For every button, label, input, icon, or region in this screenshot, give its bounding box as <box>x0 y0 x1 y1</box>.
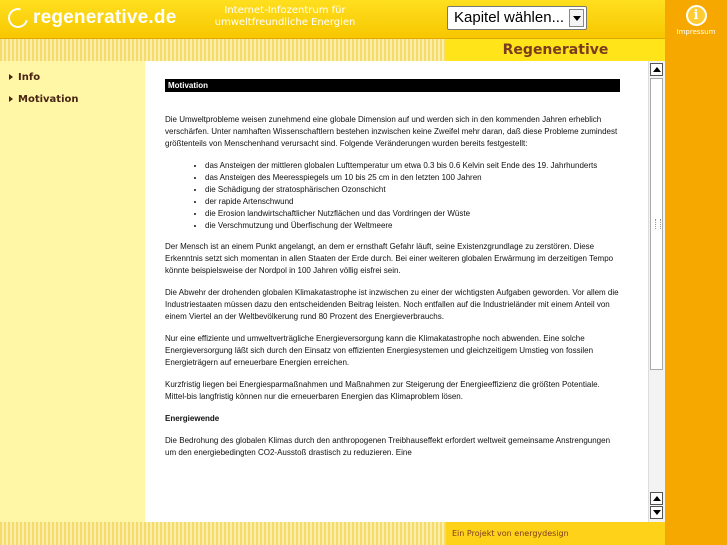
top-header <box>0 0 727 39</box>
sidebar-item-label: Motivation <box>18 94 79 105</box>
paragraph: Der Mensch ist an einem Punkt angelangt, an dem er ernsthaft Gefahr läuft, seine Existenzgrundlage zu zerstören. Diese Erkenntnis setzt sich momentan in allen Staaten der Erde durch. Bei einer weiteren globalen Erwärmung im derzeitigen Tempo könnte beispielsweise der Nordpol in 100 Jahren völlig eisfrei sein. <box>165 242 614 275</box>
grip-icon <box>655 219 661 229</box>
intro-paragraph: Die Umweltprobleme weisen zunehmend eine globale Dimension auf und werden sich in den kommenden Jahren erheblich verschärfen. Unter namhaften Wissenschaftlern bestehen inzwischen keine Zweifel mehr daran, daß diese Probleme zumindest größtenteils von Menschenhand verursacht sind. Folgende Veränderungen wurden bereits festgestellt: <box>165 115 618 148</box>
scroll-up-button[interactable] <box>650 63 663 76</box>
list-item: • die Schädigung der stratosphärischen Ozonschicht <box>205 184 620 196</box>
chapter-select-value: Kapitel wählen... <box>454 9 565 26</box>
scroll-down-button[interactable] <box>650 506 663 519</box>
paragraph: Kurzfristig liegen bei Energiesparmaßnahmen und Maßnahmen zur Steigerung der Energieeffizienz die größten Potentiale. Mittel-bis langfristig können nur die erneuerbaren Energien das Klimaproblem lösen. <box>165 380 600 401</box>
changes-list <box>165 160 620 232</box>
triangle-right-icon <box>9 96 13 102</box>
tagline-line-2: umweltfreundliche Energien <box>214 17 356 28</box>
content-area <box>145 61 665 522</box>
chevron-down-icon <box>573 16 581 21</box>
footer-credit[interactable]: Ein Projekt von energydesign <box>446 522 665 545</box>
paragraph: Die Bedrohung des globalen Klimas durch den anthropogenen Treibhauseffekt erfordert weltweit gemeinsame Anstrengungen um den energiebedingten CO2-Ausstoß drastisch zu reduzieren. Eine <box>165 436 611 457</box>
list-item: • die Erosion landwirtschaftlicher Nutzflächen und das Vordringen der Wüste <box>205 208 620 220</box>
section-title: Motivation <box>165 79 620 92</box>
impressum-link[interactable] <box>665 2 727 36</box>
info-icon: i <box>686 5 707 26</box>
paragraph: Nur eine effiziente und umweltverträgliche Energieversorgung kann die Klimakatastrophe noch abwenden. Eine solche Energieversorgung läßt sich durch den Einsatz von effizienten Energiesystemen und gleichzeitigem Umstieg von fossilen Energieträgern auf erneuerbare Energien erreichen. <box>165 334 594 367</box>
sidebar-item-motivation[interactable] <box>9 94 79 105</box>
impressum-label: Impressum <box>676 28 716 36</box>
scroll-up-button-lower[interactable] <box>650 492 663 505</box>
site-logo[interactable] <box>8 7 176 29</box>
vertical-scrollbar[interactable] <box>648 61 665 522</box>
article <box>165 79 620 519</box>
list-item: • der rapide Artenschwund <box>205 196 620 208</box>
triangle-right-icon <box>9 74 13 80</box>
logo-ring-icon <box>4 4 31 31</box>
site-tagline <box>200 5 370 29</box>
arrow-down-icon <box>653 510 661 515</box>
right-side-bar <box>665 0 727 545</box>
sidebar <box>0 61 145 522</box>
tagline-line-1: Internet-Infozentrum für <box>224 5 346 16</box>
sidebar-item-info[interactable] <box>9 72 40 83</box>
page-title: Regenerative <box>446 39 665 61</box>
chapter-select-button[interactable] <box>569 9 584 27</box>
scroll-thumb[interactable] <box>650 78 663 370</box>
arrow-up-icon <box>653 496 661 501</box>
list-item: • das Ansteigen des Meeresspiegels um 10 bis 25 cm in den letzten 100 Jahren <box>205 172 620 184</box>
subheading: Energiewende <box>165 414 220 423</box>
chapter-select[interactable] <box>447 6 587 30</box>
paragraph: Die Abwehr der drohenden globalen Klimakatastrophe ist inzwischen zu einer der wichtigsten Aufgaben geworden. Vor allem die Industriestaaten müssen dazu den entscheidenden Beitrag leisten. Noch entfallen auf die Industrieländer mit einem Anteil von einem Viertel an der Weltbevölkerung rund 80 Prozent des Energieverbrauchs. <box>165 288 619 321</box>
list-item: • die Verschmutzung und Überfischung der Weltmeere <box>205 220 620 232</box>
list-item: • das Ansteigen der mittleren globalen Lufttemperatur um etwa 0.3 bis 0.6 Kelvin seit Ende des 19. Jahrhunderts <box>205 160 620 172</box>
arrow-up-icon <box>653 67 661 72</box>
sidebar-item-label: Info <box>18 72 41 83</box>
logo-text: regenerative.de <box>33 7 177 28</box>
